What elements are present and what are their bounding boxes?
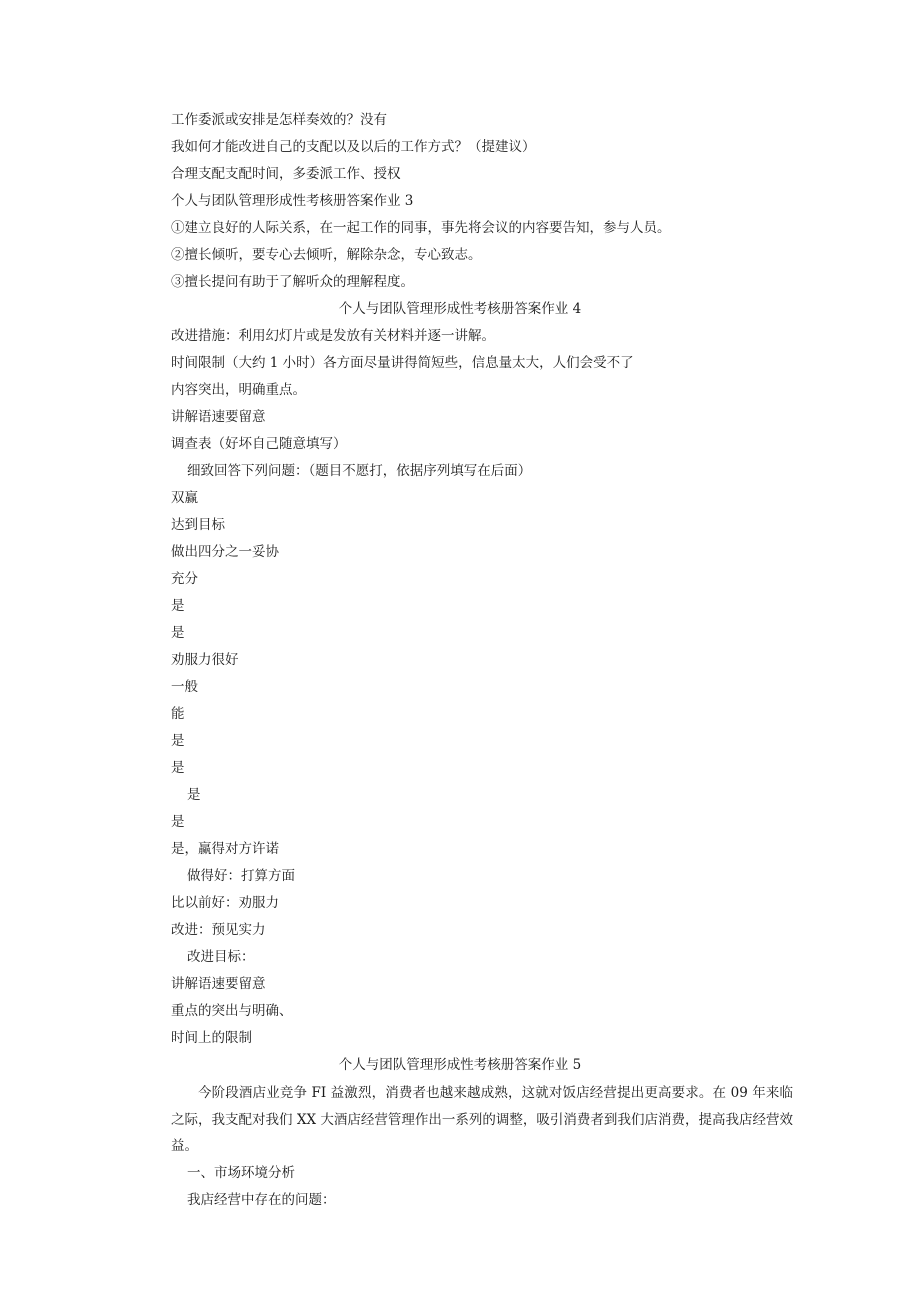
text-line: 重点的突出与明确、 — [171, 1003, 293, 1019]
answer-line: 是 — [171, 760, 185, 776]
section-heading: 个人与团队管理形成性考核册答案作业 5 — [338, 1057, 582, 1073]
subsection-heading: 一、市场环境分析 — [187, 1165, 295, 1181]
answer-line: 是 — [171, 814, 185, 830]
answer-line: 是 — [171, 598, 185, 614]
text-line: ②擅长倾听，要专心去倾听，解除杂念，专心致志。 — [171, 247, 482, 263]
body-paragraph: 今阶段酒店业竞争 FI 益激烈，消费者也越来越成熟，这就对饭店经营提出更高要求。在 09 年来临之际，我支配对我们 XX 大酒店经营管理作出一系列的调整，吸引消费者到我们店消费，提高我店经营效益。 — [171, 1085, 793, 1154]
answer-line: 能 — [171, 706, 185, 722]
text-line: 时间限制（大约 1 小时）各方面尽量讲得简短些，信息量太大，人们会受不了 — [171, 355, 634, 371]
answer-line: 劝服力很好 — [171, 652, 239, 668]
text-line: 做得好：打算方面 — [187, 868, 295, 884]
section-heading: 个人与团队管理形成性考核册答案作业 3 — [171, 193, 414, 209]
text-line: 内容突出，明确重点。 — [171, 382, 306, 398]
text-line: 调查表（好坏自己随意填写） — [171, 436, 347, 452]
answer-line: 是 — [171, 733, 185, 749]
text-line: 时间上的限制 — [171, 1030, 252, 1046]
text-line: ①建立良好的人际关系，在一起工作的同事，事先将会议的内容要告知，参与人员。 — [171, 220, 671, 236]
text-line: 改进：预见实力 — [171, 922, 266, 938]
text-line: 改进目标： — [187, 949, 255, 965]
text-line: 工作委派或安排是怎样奏效的？没有 — [171, 112, 387, 128]
text-line: 我店经营中存在的问题： — [187, 1192, 336, 1208]
text-line: 比以前好：劝服力 — [171, 895, 279, 911]
answer-line: 是 — [171, 625, 185, 641]
text-line: 我如何才能改进自己的支配以及以后的工作方式？（提建议） — [171, 139, 536, 155]
answer-line: 做出四分之一妥协 — [171, 544, 279, 560]
answer-line: 是，赢得对方许诺 — [171, 841, 279, 857]
answer-line: 双赢 — [171, 490, 198, 506]
answer-line: 达到目标 — [171, 517, 225, 533]
text-line: 改进措施：利用幻灯片或是发放有关材料并逐一讲解。 — [171, 328, 495, 344]
text-line: ③擅长提问有助于了解听众的理解程度。 — [171, 274, 414, 290]
answer-line: 一般 — [171, 679, 198, 695]
answer-line: 充分 — [171, 571, 198, 587]
answer-line: 是 — [187, 787, 201, 803]
text-line: 讲解语速要留意 — [171, 976, 266, 992]
text-line: 细致回答下列问题：（题目不愿打，依据序列填写在后面） — [187, 463, 532, 479]
text-line: 讲解语速要留意 — [171, 409, 266, 425]
text-line: 合理支配支配时间，多委派工作、授权 — [171, 166, 401, 182]
section-heading: 个人与团队管理形成性考核册答案作业 4 — [338, 301, 582, 317]
